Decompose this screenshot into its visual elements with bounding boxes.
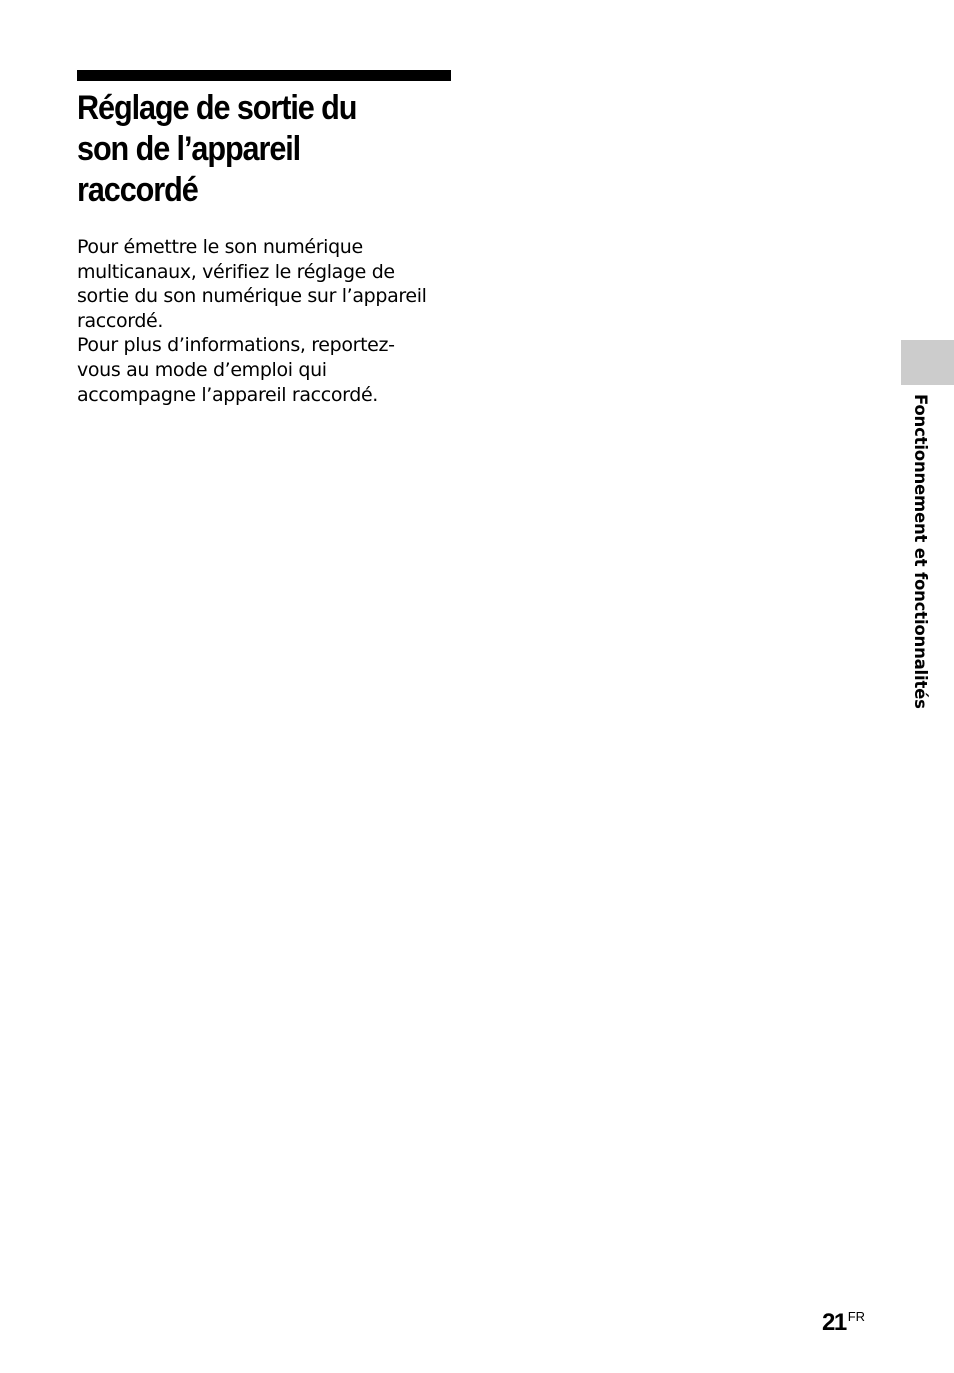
chapter-label: Fonctionnement et fonctionnalités <box>911 394 930 709</box>
chapter-tab-marker <box>901 340 954 385</box>
page-number <box>822 1309 865 1337</box>
body-line: raccordé. <box>77 309 164 332</box>
body-line: Pour émettre le son numérique <box>77 236 363 258</box>
body-line: Pour plus d’informations, reportez- <box>77 334 395 357</box>
body-line: multicanaux, vérifiez le réglage de <box>77 260 395 283</box>
heading-rule <box>77 70 451 81</box>
language-code: FR <box>847 1309 866 1324</box>
body-line: vous au mode d’emploi qui <box>77 358 327 381</box>
title-line: son de l’appareil <box>77 130 301 168</box>
title-line: raccordé <box>77 171 198 209</box>
body-line: accompagne l’appareil raccordé. <box>77 383 378 406</box>
body-line: sortie du son numérique sur l’appareil <box>77 285 427 308</box>
page-title <box>77 88 419 211</box>
page-number-value: 21 <box>822 1309 846 1336</box>
title-line: Réglage de sortie du <box>77 89 357 127</box>
body-paragraph <box>77 235 457 407</box>
